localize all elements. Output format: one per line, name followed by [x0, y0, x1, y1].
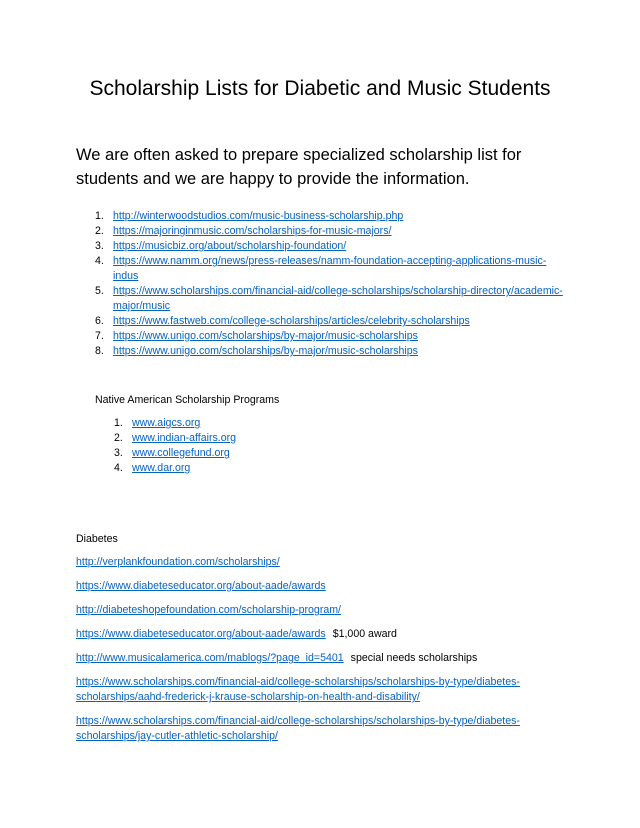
list-number: 1.: [95, 210, 104, 222]
award-note: $1,000 award: [332, 628, 397, 640]
list-item: [95, 239, 570, 254]
list-item: [114, 461, 414, 476]
list-number: 2.: [95, 225, 104, 237]
list-number: 3.: [95, 240, 104, 252]
music-link[interactable]: https://www.fastweb.com/college-scholarships/articles/celebrity-scholarships: [113, 315, 470, 327]
list-number: 5.: [95, 285, 104, 297]
diabetes-link[interactable]: https://www.scholarships.com/financial-aid/college-scholarships/scholarships-by-type/diabetes-scholarships/jay-cutler-athletic-scholarship/: [76, 715, 520, 742]
list-number: 7.: [95, 330, 104, 342]
music-link[interactable]: https://majoringinmusic.com/scholarships-for-music-majors/: [113, 225, 392, 237]
list-item: [95, 344, 570, 359]
music-link[interactable]: https://www.scholarships.com/financial-aid/college-scholarships/scholarship-directory/academic-major/music: [113, 285, 563, 312]
music-scholarship-list: [95, 209, 570, 359]
list-item: [114, 431, 414, 446]
list-number: 8.: [95, 345, 104, 357]
native-link[interactable]: www.collegefund.org: [132, 447, 230, 459]
list-item: [114, 446, 414, 461]
list-item: [95, 209, 570, 224]
diabetes-link[interactable]: http://verplankfoundation.com/scholarships/: [76, 556, 280, 568]
native-american-heading: Native American Scholarship Programs: [95, 394, 280, 406]
list-item: [76, 555, 556, 570]
page-title: Scholarship Lists for Diabetic and Music Students: [89, 77, 551, 100]
diabetes-heading: Diabetes: [76, 533, 118, 545]
music-link[interactable]: https://musicbiz.org/about/scholarship-foundation/: [113, 240, 347, 252]
list-number: 3.: [114, 447, 123, 459]
list-number: 4.: [114, 462, 123, 474]
list-number: 6.: [95, 315, 104, 327]
music-link[interactable]: https://www.namm.org/news/press-releases/namm-foundation-accepting-applications-music-indus: [113, 255, 547, 282]
list-item: [76, 675, 556, 705]
list-item: [76, 603, 556, 618]
diabetes-link[interactable]: http://www.musicalamerica.com/mablogs/?page_id=5401: [76, 652, 344, 664]
list-item: [95, 329, 570, 344]
diabetes-link[interactable]: http://diabeteshopefoundation.com/scholarship-program/: [76, 604, 342, 616]
diabetes-link[interactable]: https://www.scholarships.com/financial-aid/college-scholarships/scholarships-by-type/diabetes-scholarships/aahd-frederick-j-krause-scholarship-on-health-and-disability/: [76, 676, 520, 703]
music-link[interactable]: http://winterwoodstudios.com/music-business-scholarship.php: [113, 210, 404, 222]
diabetes-link[interactable]: https://www.diabeteseducator.org/about-aade/awards: [76, 628, 326, 640]
list-item: [76, 714, 556, 744]
special-needs-note: special needs scholarships: [350, 652, 478, 664]
native-link[interactable]: www.indian-affairs.org: [132, 432, 237, 444]
list-item: [114, 416, 414, 431]
list-item: [95, 314, 570, 329]
list-number: 4.: [95, 255, 104, 267]
list-item: [76, 651, 556, 666]
native-link[interactable]: www.aigcs.org: [132, 417, 201, 429]
list-item: [76, 627, 556, 642]
list-item: [76, 579, 556, 594]
music-link[interactable]: https://www.unigo.com/scholarships/by-major/music-scholarships: [113, 345, 418, 357]
list-item: [95, 284, 570, 314]
intro-paragraph: We are often asked to prepare specialized scholarship list for students and we are happy to provide the information.: [76, 146, 522, 188]
list-item: [95, 224, 570, 239]
list-item: [95, 254, 570, 284]
list-number: 2.: [114, 432, 123, 444]
native-american-list: [114, 416, 414, 476]
native-link[interactable]: www.dar.org: [132, 462, 191, 474]
music-link[interactable]: https://www.unigo.com/scholarships/by-major/music-scholarships: [113, 330, 418, 342]
diabetes-link[interactable]: https://www.diabeteseducator.org/about-aade/awards: [76, 580, 326, 592]
list-number: 1.: [114, 417, 123, 429]
diabetes-link-list: [76, 555, 556, 753]
